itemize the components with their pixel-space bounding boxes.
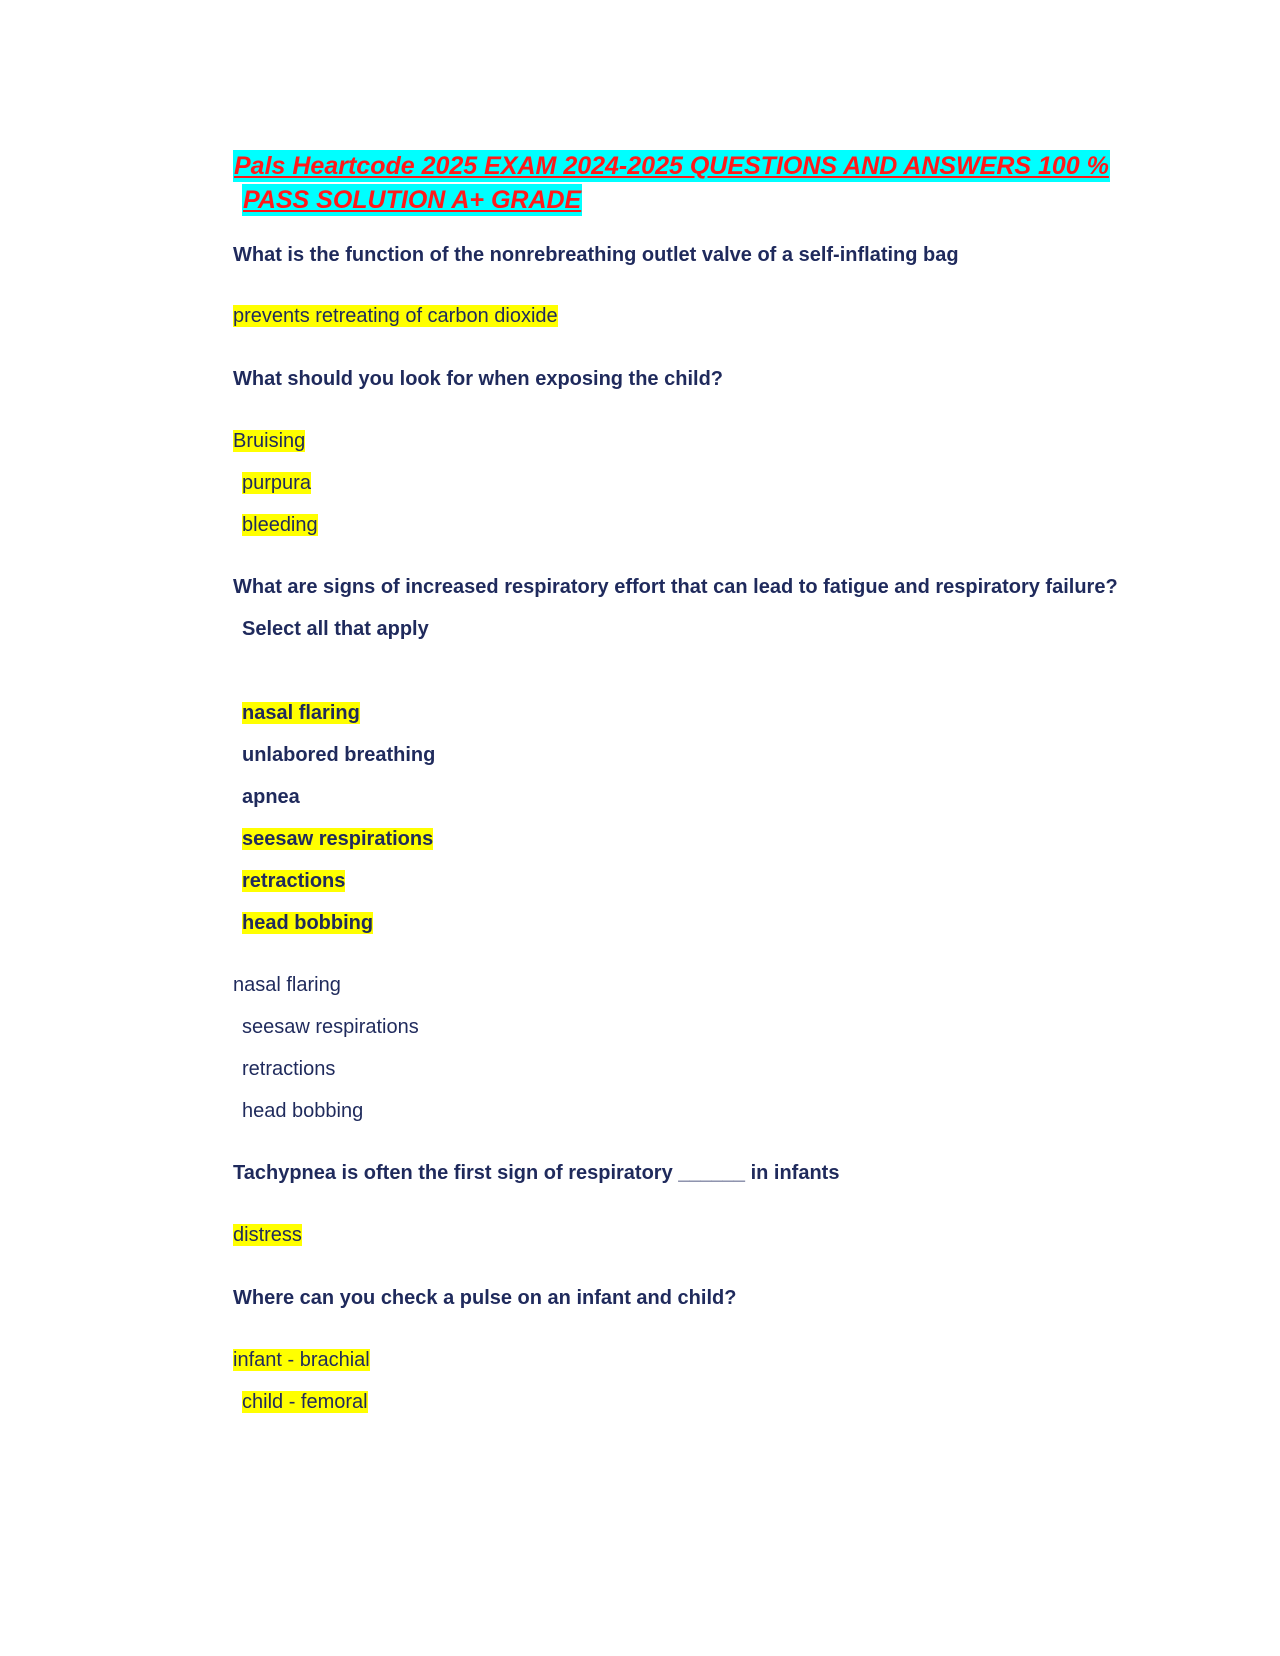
option-head-bobbing: head bobbing [242, 912, 374, 934]
question-5: Where can you check a pulse on an infant and child? [233, 1287, 737, 1309]
question-3: What are signs of increased respiratory effort that can lead to fatigue and respiratory failure? [233, 576, 1118, 598]
answer-3-item-4: head bobbing [242, 1100, 364, 1122]
answer-5-item-2: child - femoral [242, 1391, 368, 1413]
answer-3-item-2: seesaw respirations [242, 1016, 419, 1038]
answer-2-item-3: bleeding [242, 514, 318, 536]
answer-4: distress [233, 1224, 302, 1246]
question-1: What is the function of the nonrebreathing outlet valve of a self-inflating bag [233, 244, 959, 266]
answer-3-item-3: retractions [242, 1058, 336, 1080]
answer-3-item-1: nasal flaring [233, 974, 341, 996]
option-retractions: retractions [242, 870, 346, 892]
answer-2-item-1: Bruising [233, 430, 306, 452]
option-apnea: apnea [242, 786, 300, 808]
document-title-line-2: PASS SOLUTION A+ GRADE [243, 186, 582, 214]
question-4: Tachypnea is often the first sign of respiratory ______ in infants [233, 1162, 840, 1184]
answer-5-item-1: infant - brachial [233, 1349, 370, 1371]
option-unlabored-breathing: unlabored breathing [242, 744, 436, 766]
document-title-line-1: Pals Heartcode 2025 EXAM 2024-2025 QUESTIONS AND ANSWERS 100 % [234, 152, 1109, 180]
answer-2-item-2: purpura [242, 472, 311, 494]
option-seesaw-respirations: seesaw respirations [242, 828, 434, 850]
answer-1: prevents retreating of carbon dioxide [233, 305, 558, 327]
question-2: What should you look for when exposing the child? [233, 368, 723, 390]
question-3-instruction: Select all that apply [242, 618, 429, 640]
option-nasal-flaring: nasal flaring [242, 702, 360, 724]
